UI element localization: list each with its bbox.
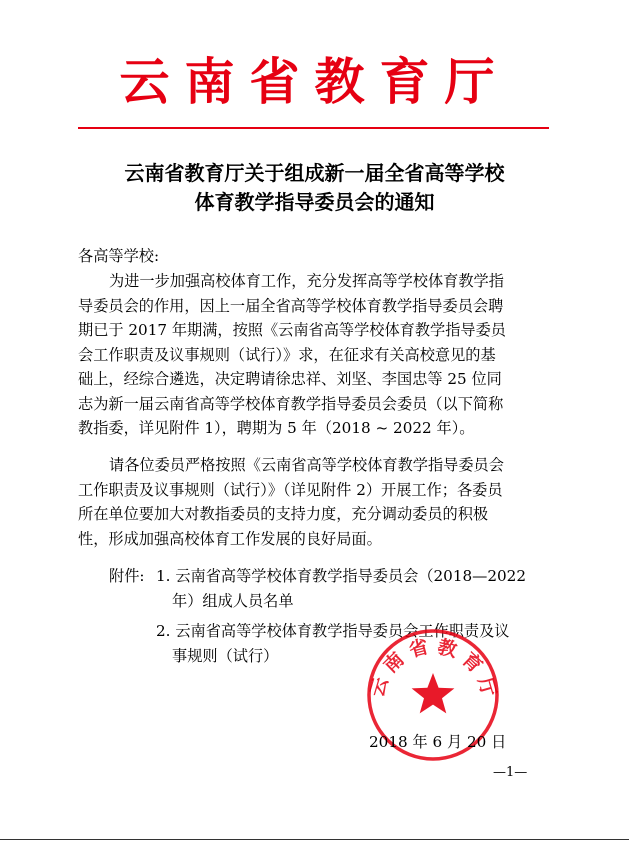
paragraph1-line: 会工作职责及议事规则（试行）》求，在征求有关高校意见的基 [78,345,496,364]
document-title-line-2: 体育教学指导委员会的通知 [194,190,435,214]
paragraph1-line: 教指委，详见附件 1），聘期为 5 年（2018 ~ 2022 年）。 [78,419,475,437]
paragraph2-line: 所在单位要加大对教指委员的支持力度，充分调动委员的积极 [78,505,489,523]
paragraph1-line: 期已于 2017 年期满，按照《云南省高等学校体育教学指导委员 [78,321,506,339]
page-bottom-edge [0,839,629,840]
attachment-1-line-1: 1. 云南省高等学校体育教学指导委员会（2018—2022 [156,567,526,585]
red-separator-line [78,127,549,129]
issue-date: 2018 年 6 月 20 日 [369,733,507,751]
paragraph2-line: 工作职责及议事规则（试行）》（详见附件 2）开展工作；各委员 [78,480,503,499]
document-title-line-1: 云南省教育厅关于组成新一届全省高等学校 [124,161,505,185]
page-number: —1— [493,765,528,780]
salutation: 各高等学校: [78,247,160,265]
attachments-label: 附件: [109,567,145,585]
paragraph2-line: 请各位委员严格按照《云南省高等学校体育教学指导委员会 [109,456,504,474]
paragraph1-line: 导委员会的作用，因上一届全省高等学校体育教学指导委员会聘 [78,296,504,315]
attachment-2-line-1: 2. 云南省高等学校体育教学指导委员会工作职责及议 [156,622,510,640]
svg-text:云 南 省 教 育 厅: 云 南 省 教 育 厅 [366,635,500,700]
paragraph1-line: 础上，经综合遴选，决定聘请徐忠祥、刘坚、李国忠等 25 位同 [78,370,502,388]
paragraph1-line: 志为新一届云南省高等学校体育教学指导委员会委员（以下简称 [78,394,504,413]
attachment-2-line-2: 事规则（试行） [172,646,279,665]
attachment-1-line-2: 年）组成人员名单 [172,591,294,610]
paragraph1-line: 为进一步加强高校体育工作，充分发挥高等学校体育教学指 [109,272,504,290]
paragraph2-line: 性，形成加强高校体育工作发展的良好局面。 [78,529,382,548]
issuer-masthead: 云南省教育厅 [119,52,510,111]
